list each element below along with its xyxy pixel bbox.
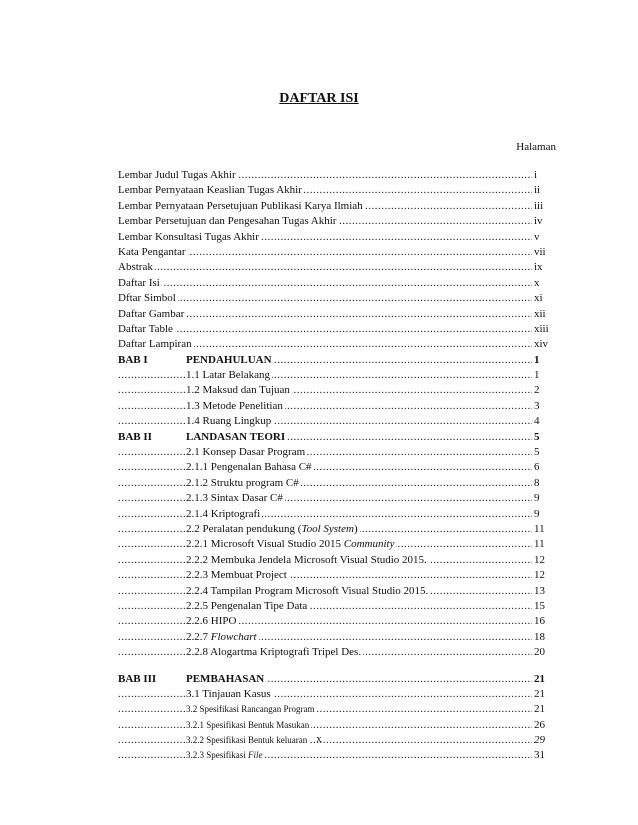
dot-leader <box>118 445 534 460</box>
dot-leader <box>118 491 534 506</box>
entry-page: vii <box>532 245 556 260</box>
toc-entry <box>118 260 556 275</box>
dot-leader <box>118 568 534 583</box>
toc-entry <box>118 368 556 383</box>
entry-page: 16 <box>532 614 556 629</box>
entry-page: 26 <box>532 718 556 733</box>
toc-entry <box>118 399 556 414</box>
toc-entry <box>118 307 556 322</box>
footer-page-number: x <box>316 733 322 745</box>
entry-title: Abstrak <box>118 260 155 275</box>
entry-title: 2.1.2 Struktu program C# <box>186 476 301 491</box>
entry-title: 2.2.8 Alogartma Kriptografi Tripel Des. <box>186 645 363 660</box>
entry-page: 11 <box>532 522 556 537</box>
toc-entry <box>118 630 556 645</box>
entry-title: Lembar Pernyataan Keaslian Tugas Akhir <box>118 183 304 198</box>
entry-title: 2.2 Peralatan pendukung (Tool System) <box>186 522 360 537</box>
toc-chapter <box>118 430 556 445</box>
entry-page: 6 <box>532 460 556 475</box>
entry-page: 4 <box>532 414 556 429</box>
entry-title: Daftar Gambar <box>118 307 186 322</box>
toc-chapter <box>118 672 556 687</box>
entry-page: v <box>532 230 556 245</box>
entry-page: 12 <box>532 553 556 568</box>
toc-entry <box>118 291 556 306</box>
entry-title: 3.1 Tinjauan Kasus <box>186 687 273 702</box>
entry-page: xiii <box>532 322 556 337</box>
entry-title: 3.2.3 Spesifikasi File <box>186 748 265 763</box>
toc-entry <box>118 414 556 429</box>
toc-entry <box>118 491 556 506</box>
toc-entry <box>118 230 556 245</box>
entry-page: 21 <box>532 702 556 717</box>
entry-page: 1 <box>532 368 556 383</box>
table-of-contents <box>118 168 556 764</box>
entry-page: 9 <box>532 491 556 506</box>
entry-title: 2.1.1 Pengenalan Bahasa C# <box>186 460 314 475</box>
entry-title: 2.1.3 Sintax Dasar C# <box>186 491 285 506</box>
entry-title: PENDAHULUAN <box>186 353 274 368</box>
entry-title: 2.2.6 HIPO <box>186 614 238 629</box>
entry-title: LANDASAN TEORI <box>186 430 287 445</box>
chapter-label: BAB I <box>118 353 208 368</box>
dot-leader <box>118 599 534 614</box>
halaman-label: Halaman <box>516 141 556 153</box>
dot-leader <box>118 687 534 702</box>
entry-page: 15 <box>532 599 556 614</box>
toc-entry <box>118 614 556 629</box>
entry-title: 3.2 Spesifikasi Rancangan Program <box>186 702 316 717</box>
toc-entry <box>118 214 556 229</box>
dot-leader <box>118 322 534 337</box>
entry-page: x <box>532 276 556 291</box>
toc-entry <box>118 718 556 733</box>
dot-leader <box>118 460 534 475</box>
entry-title: Dftar Simbol <box>118 291 178 306</box>
entry-title: PEMBAHASAN <box>186 672 266 687</box>
entry-title: 2.2.5 Pengenalan Tipe Data <box>186 599 309 614</box>
entry-title: 3.2.2 Spesifikasi Bentuk keluaran <box>186 733 309 748</box>
entry-title: 2.1.4 Kriptografi <box>186 507 262 522</box>
entry-title: Lembar Pernyataan Persetujuan Publikasi Karya Ilmiah <box>118 199 365 214</box>
toc-entry <box>118 584 556 599</box>
toc-entry <box>118 168 556 183</box>
entry-title: 2.2.7 Flowchart <box>186 630 259 645</box>
dot-leader <box>118 414 534 429</box>
dot-leader <box>118 368 534 383</box>
toc-entry <box>118 537 556 552</box>
entry-page: 5 <box>532 430 556 445</box>
toc-entry <box>118 322 556 337</box>
toc-entry <box>118 276 556 291</box>
entry-page: 9 <box>532 507 556 522</box>
entry-page: xiv <box>532 337 556 352</box>
toc-entry <box>118 383 556 398</box>
entry-title: Lembar Persetujuan dan Pengesahan Tugas Akhir <box>118 214 338 229</box>
toc-entry <box>118 645 556 660</box>
entry-title: 2.2.1 Microsoft Visual Studio 2015 Community <box>186 537 396 552</box>
entry-page: 1 <box>532 353 556 368</box>
dot-leader <box>118 276 534 291</box>
entry-title: 2.1 Konsep Dasar Program <box>186 445 307 460</box>
entry-page: 12 <box>532 568 556 583</box>
entry-title: 3.2.1 Spesifikasi Bentuk Masukan <box>186 718 311 733</box>
entry-page: iii <box>532 199 556 214</box>
entry-page: xi <box>532 291 556 306</box>
entry-page: 21 <box>532 687 556 702</box>
dot-leader <box>118 630 534 645</box>
entry-title: Daftar Lampiran <box>118 337 194 352</box>
toc-entry <box>118 245 556 260</box>
entry-title: Kata Pengantar <box>118 245 188 260</box>
toc-entry <box>118 522 556 537</box>
entry-title: 2.2.3 Membuat Project <box>186 568 289 583</box>
entry-page: ix <box>532 260 556 275</box>
page-title: DAFTAR ISI <box>279 91 359 106</box>
entry-title: 1.1 Latar Belakang <box>186 368 272 383</box>
entry-title: Daftar Table <box>118 322 175 337</box>
toc-entry <box>118 337 556 352</box>
dot-leader <box>118 507 534 522</box>
toc-entry <box>118 460 556 475</box>
toc-entry <box>118 748 556 763</box>
dot-leader <box>118 291 534 306</box>
entry-page: 21 <box>532 672 556 687</box>
toc-entry <box>118 183 556 198</box>
dot-leader <box>118 718 534 733</box>
toc-entry <box>118 445 556 460</box>
entry-title: Daftar Isi <box>118 276 162 291</box>
entry-page: 13 <box>532 584 556 599</box>
entry-page: iv <box>532 214 556 229</box>
dot-leader <box>118 399 534 414</box>
entry-page: 31 <box>532 748 556 763</box>
entry-page: 20 <box>532 645 556 660</box>
entry-page: 8 <box>532 476 556 491</box>
entry-page: 3 <box>532 399 556 414</box>
dot-leader <box>118 260 534 275</box>
toc-entry <box>118 507 556 522</box>
toc-entry <box>118 702 556 717</box>
toc-entry <box>118 476 556 491</box>
toc-entry <box>118 553 556 568</box>
toc-entry <box>118 199 556 214</box>
entry-page: 11 <box>532 537 556 552</box>
dot-leader <box>118 383 534 398</box>
dot-leader <box>118 702 534 717</box>
entry-title: Lembar Judul Tugas Akhir <box>118 168 238 183</box>
entry-title: 1.3 Metode Penelitian <box>186 399 285 414</box>
toc-chapter <box>118 353 556 368</box>
chapter-label: BAB III <box>118 672 216 687</box>
toc-entry <box>118 687 556 702</box>
entry-page: 29 <box>532 733 556 748</box>
entry-page: 5 <box>532 445 556 460</box>
toc-entry <box>118 568 556 583</box>
entry-page: ii <box>532 183 556 198</box>
entry-title: 2.2.2 Membuka Jendela Microsoft Visual Studio 2015. <box>186 553 429 568</box>
toc-entry <box>118 599 556 614</box>
entry-title: 2.2.4 Tampilan Program Microsoft Visual Studio 2015. <box>186 584 430 599</box>
entry-page: xii <box>532 307 556 322</box>
dot-leader <box>118 748 534 763</box>
entry-page: 2 <box>532 383 556 398</box>
entry-page: 18 <box>532 630 556 645</box>
entry-title: 1.4 Ruang Lingkup <box>186 414 273 429</box>
entry-page: i <box>532 168 556 183</box>
dot-leader <box>118 476 534 491</box>
dot-leader <box>118 614 534 629</box>
entry-title: 1.2 Maksud dan Tujuan <box>186 383 292 398</box>
entry-title: Lembar Konsultasi Tugas Akhir <box>118 230 261 245</box>
chapter-label: BAB II <box>118 430 212 445</box>
